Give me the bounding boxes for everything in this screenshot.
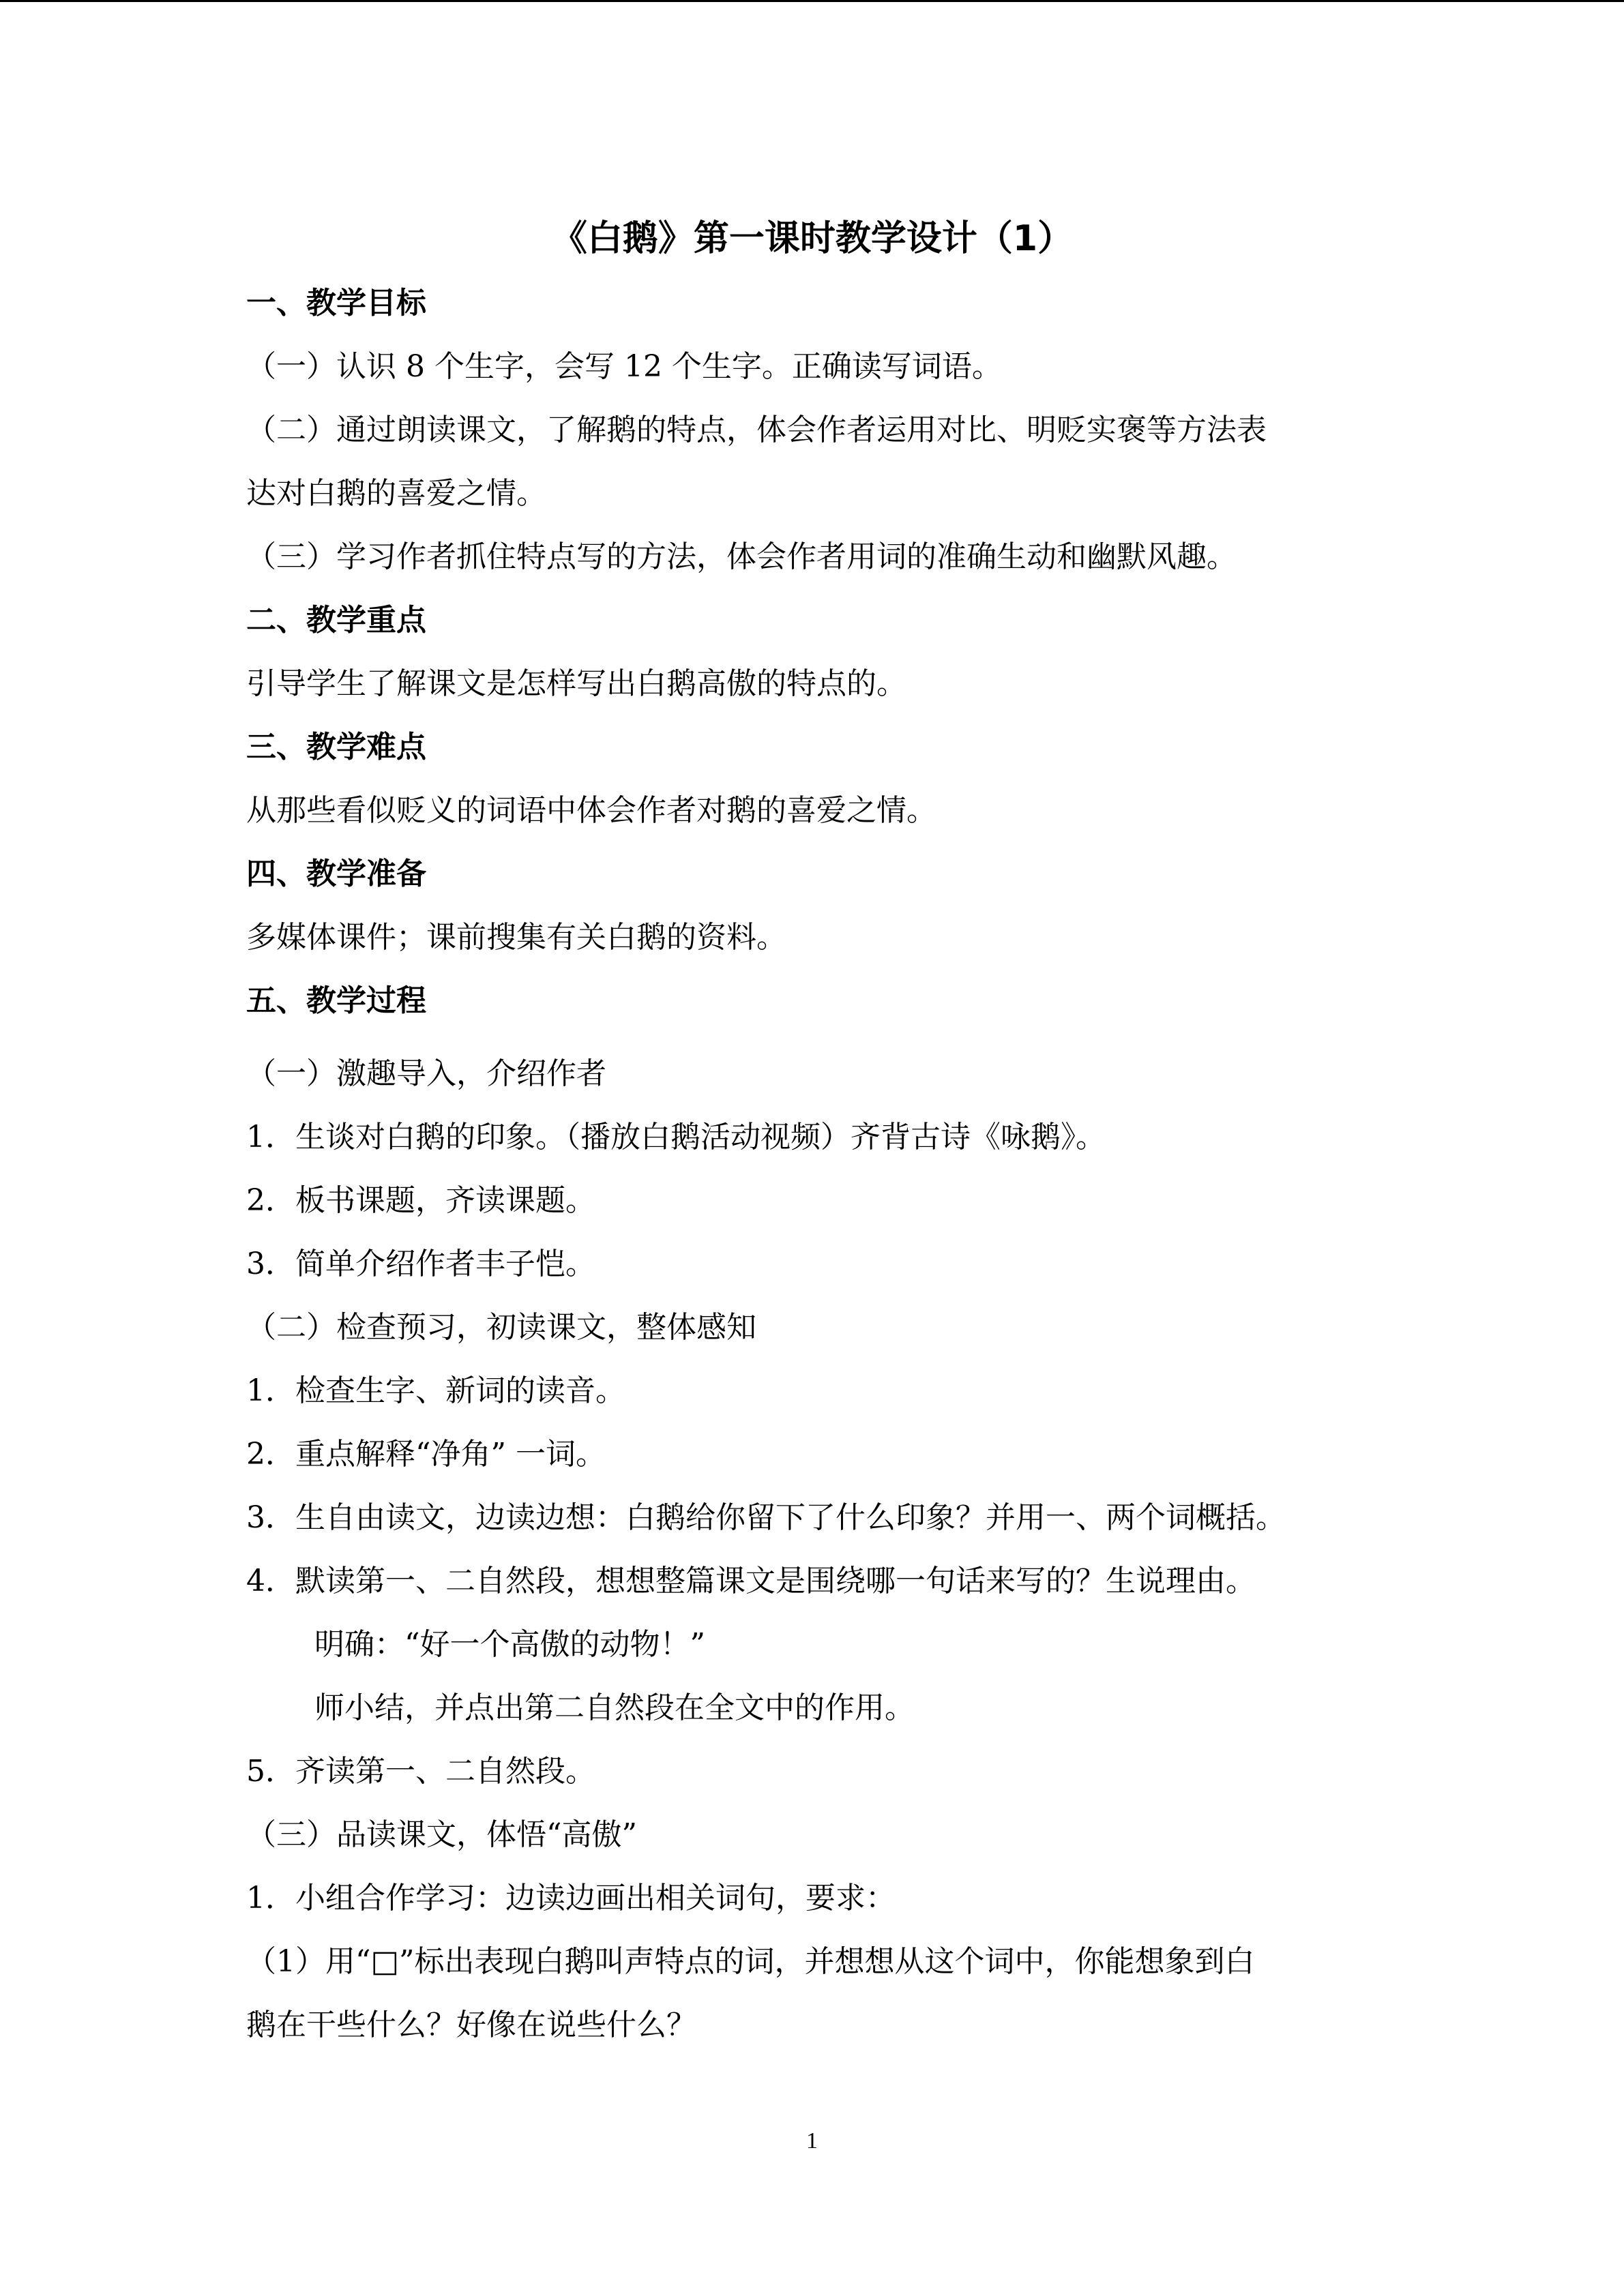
- difficulty-text: 从那些看似贬义的词语中体会作者对鹅的喜爱之情。: [246, 793, 936, 828]
- process-step-3-1-a-cont: 鹅在干些什么？好像在说些什么？: [246, 2008, 696, 2042]
- key-point-text: 引导学生了解课文是怎样写出白鹅高傲的特点的。: [246, 666, 906, 701]
- process-section-1: （一）激趣导入，介绍作者: [246, 1056, 606, 1091]
- heading-difficulty: 三、教学难点: [246, 730, 426, 764]
- objective-1: （一）认识 8 个生字，会写 12 个生字。正确读写词语。: [246, 349, 1002, 384]
- heading-key-point: 二、教学重点: [246, 603, 426, 638]
- process-step-3-1: 1．小组合作学习：边读边画出相关词句，要求：: [246, 1881, 896, 1915]
- process-step-3-1-a: （1）用“□”标出表现白鹅叫声特点的词，并想想从这个词中，你能想象到白: [246, 1944, 1255, 1979]
- objective-2: （二）通过朗读课文，了解鹅的特点，体会作者运用对比、明贬实褒等方法表: [246, 413, 1267, 447]
- top-border-line: [0, 0, 1624, 2]
- process-section-3: （三）品读课文，体悟“高傲”: [246, 1817, 637, 1852]
- page-number: 1: [806, 2128, 818, 2153]
- process-step-2-3: 3．生自由读文，边读边想：白鹅给你留下了什么印象？并用一、两个词概括。: [246, 1500, 1286, 1535]
- process-section-2: （二）检查预习，初读课文，整体感知: [246, 1310, 756, 1345]
- process-step-1-2: 2．板书课题，齐读课题。: [246, 1183, 595, 1218]
- preparation-text: 多媒体课件；课前搜集有关白鹅的资料。: [246, 920, 786, 955]
- process-step-1-1: 1．生谈对白鹅的印象。（播放白鹅活动视频）齐背古诗《咏鹅》。: [246, 1120, 1106, 1154]
- heading-objectives: 一、教学目标: [246, 286, 426, 320]
- process-step-2-5: 5．齐读第一、二自然段。: [246, 1754, 595, 1789]
- process-clarification: 明确：“好一个高傲的动物！”: [314, 1627, 705, 1662]
- objective-3: （三）学习作者抓住特点写的方法，体会作者用词的准确生动和幽默风趣。: [246, 539, 1237, 574]
- objective-2-cont: 达对白鹅的喜爱之情。: [246, 476, 546, 511]
- heading-process: 五、教学过程: [246, 983, 426, 1018]
- process-step-1-3: 3．简单介绍作者丰子恺。: [246, 1247, 595, 1281]
- process-step-2-4: 4．默读第一、二自然段，想想整篇课文是围绕哪一句话来写的？生说理由。: [246, 1564, 1256, 1598]
- document-title: 《白鹅》第一课时教学设计（1）: [551, 218, 1074, 259]
- process-summary: 师小结，并点出第二自然段在全文中的作用。: [314, 1690, 915, 1725]
- process-step-2-1: 1．检查生字、新词的读音。: [246, 1373, 625, 1408]
- heading-preparation: 四、教学准备: [246, 856, 426, 891]
- process-step-2-2: 2．重点解释“净角” 一词。: [246, 1437, 606, 1472]
